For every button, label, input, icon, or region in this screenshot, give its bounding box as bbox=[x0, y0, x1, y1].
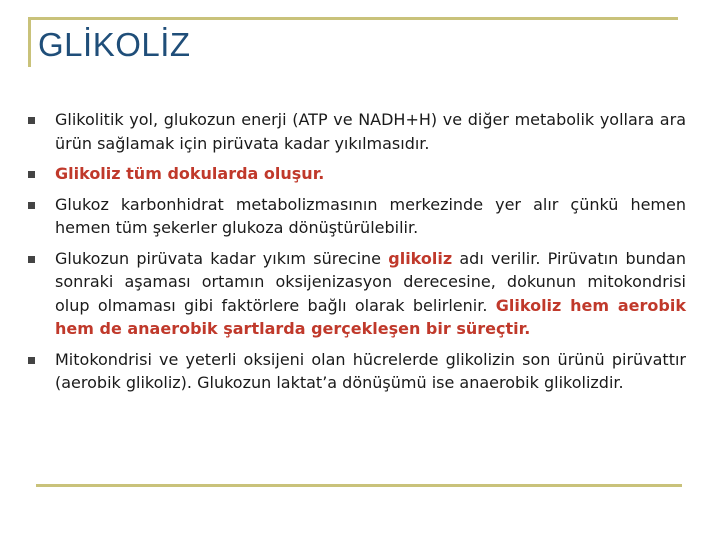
square-bullet-icon bbox=[28, 117, 35, 124]
bullet-item-3 bbox=[26, 193, 686, 240]
bullet-list bbox=[26, 108, 686, 402]
bullet-text-emphasis: Glikoliz hem aerobik hem de anaerobik şartlarda gerçekleşen bir süreçtir. bbox=[55, 295, 686, 338]
bullet-item-1 bbox=[26, 108, 686, 155]
bottom-divider bbox=[36, 484, 682, 487]
square-bullet-icon bbox=[28, 171, 35, 178]
square-bullet-icon bbox=[28, 357, 35, 364]
bullet-item-5 bbox=[26, 348, 686, 395]
bullet-text-emphasis: Glikoliz tüm dokularda oluşur. bbox=[55, 164, 325, 183]
bullet-item-2 bbox=[26, 162, 686, 186]
bullet-text: Glikolitik yol, glukozun enerji (ATP ve NADH+H) ve diğer metabolik yollara ara ürün sağlamak için pirüvata kadar yıkılmasıdır. bbox=[55, 110, 686, 153]
bullet-text: adı verilir. Pirüvatın bundan sonraki aşaması ortamın oksijenizasyon derecesine, dokunun mitokondrisi olup olmaması gibi faktörlere bağlı olarak belirlenir. bbox=[55, 248, 687, 315]
keyword-highlight: glikoliz bbox=[388, 248, 453, 268]
bullet-text: Glukozun pirüvata kadar yıkım sürecine bbox=[55, 248, 389, 268]
bullet-text: Mitokondrisi ve yeterli oksijeni olan hücrelerde glikolizin son ürünü pirüvattır (aerobik glikoliz). Glukozun laktat’a dönüşümü ise anaerobik glikolizdir. bbox=[55, 349, 686, 392]
square-bullet-icon bbox=[28, 256, 35, 263]
bullet-item-4 bbox=[26, 247, 686, 341]
square-bullet-icon bbox=[28, 202, 35, 209]
bullet-text: Glukoz karbonhidrat metabolizmasının merkezinde yer alır çünkü hemen hemen tüm şekerler glukoza dönüştürülebilir. bbox=[55, 194, 686, 237]
page-title: GLİKOLİZ bbox=[38, 26, 191, 63]
